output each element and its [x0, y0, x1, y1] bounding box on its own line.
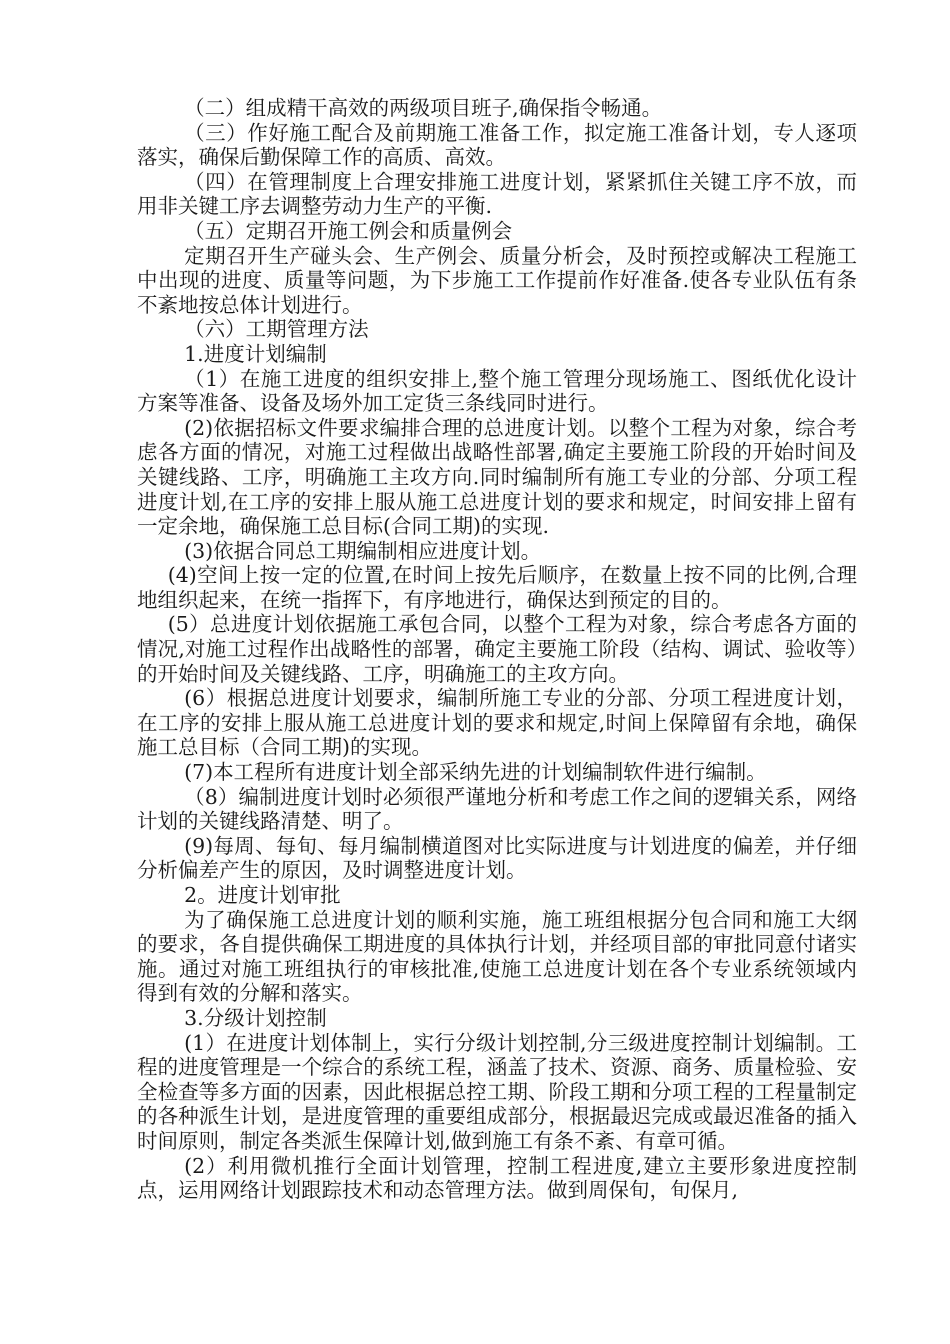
- paragraph-2: （三）作好施工配合及前期施工准备工作，拟定施工准备计划，专人逐项落实，确保后勤保障工作的高质、高效。: [137, 120, 857, 170]
- document-body: [137, 96, 857, 1203]
- paragraph-14: (7)本工程所有进度计划全部采纳先进的计划编制软件进行编制。: [184, 760, 767, 785]
- paragraph-5: 定期召开生产碰头会、生产例会、质量分析会，及时预控或解决工程施工中出现的进度、质量等问题，为下步施工工作提前作好准备.使各专业队伍有条不紊地按总体计划进行。: [137, 243, 857, 317]
- paragraph-17: 2。进度计划审批: [184, 883, 341, 907]
- paragraph-1: （二）组成精干高效的两级项目班子,确保指令畅通。: [184, 96, 663, 120]
- paragraph-8: （1）在施工进度的组织安排上,整个施工管理分现场施工、图纸优化设计方案等准备、设备及场外加工定货三条线同时进行。: [137, 366, 857, 416]
- paragraph-21: (2）利用微机推行全面计划管理，控制工程进度,建立主要形象进度控制点，运用网络计划跟踪技术和动态管理方法。做到周保旬，旬保月,: [137, 1153, 857, 1203]
- paragraph-20: (1）在进度计划体制上，实行分级计划控制,分三级进度控制计划编制。工程的进度管理是一个综合的系统工程，涵盖了技术、资源、商务、质量检验、安全检查等多方面的因素，因此根据总控工期、阶段工期和分项工程的工程量制定的各种派生计划，是进度管理的重要组成部分，根据最迟完成或最迟准备的插入时间原则，制定各类派生保障计划,做到施工有条不紊、有章可循。: [137, 1030, 857, 1153]
- paragraph-13: (6）根据总进度计划要求，编制所施工专业的分部、分项工程进度计划，在工序的安排上服从施工总进度计划的要求和规定,时间上保障留有余地，确保施工总目标（合同工期)的实现。: [137, 686, 857, 760]
- paragraph-19: 3.分级计划控制: [184, 1005, 327, 1030]
- paragraph-16: (9)每周、每旬、每月编制横道图对比实际进度与计划进度的偏差，并仔细分析偏差产生的原因，及时调整进度计划。: [137, 833, 857, 883]
- paragraph-15: （8）编制进度计划时必须很严谨地分析和考虑工作之间的逻辑关系，网络计划的关键线路清楚、明了。: [137, 784, 857, 834]
- paragraph-10: (3)依据合同总工期编制相应进度计划。: [184, 538, 542, 563]
- paragraph-3: （四）在管理制度上合理安排施工进度计划，紧紧抓住关键工序不放，而用非关键工序去调整劳动力生产的平衡.: [137, 169, 857, 219]
- paragraph-7: 1.进度计划编制: [184, 341, 327, 366]
- paragraph-12: (5）总进度计划依据施工承包合同，以整个工程为对象，综合考虑各方面的情况,对施工过程作出战略性的部署，确定主要施工阶段（结构、调试、验收等）的开始时间及关键线路、工序，明确施工的主攻方向。: [137, 612, 857, 686]
- paragraph-4: （五）定期召开施工例会和质量例会: [184, 218, 513, 243]
- paragraph-11: (4)空间上按一定的位置,在时间上按先后顺序，在数量上按不同的比例,合理地组织起来，在统一指挥下，有序地进行，确保达到预定的目的。: [137, 563, 857, 612]
- paragraph-6: （六）工期管理方法: [184, 317, 369, 342]
- paragraph-9: (2)依据招标文件要求编排合理的总进度计划。以整个工程为对象，综合考虑各方面的情况，对施工过程做出战略性部署,确定主要施工阶段的开始时间及关键线路、工序，明确施工主攻方向.同时编制所有施工专业的分部、分项工程进度计划,在工序的安排上服从施工总进度计划的要求和规定，时间安排上留有一定余地，确保施工总目标(合同工期)的实现.: [137, 415, 857, 539]
- paragraph-18: 为了确保施工总进度计划的顺利实施，施工班组根据分包合同和施工大纲的要求，各自提供确保工期进度的具体执行计划，并经项目部的审批同意付诸实施。通过对施工班组执行的审核批准,使施工总进度计划在各个专业系统领域内得到有效的分解和落实。: [137, 907, 857, 1006]
